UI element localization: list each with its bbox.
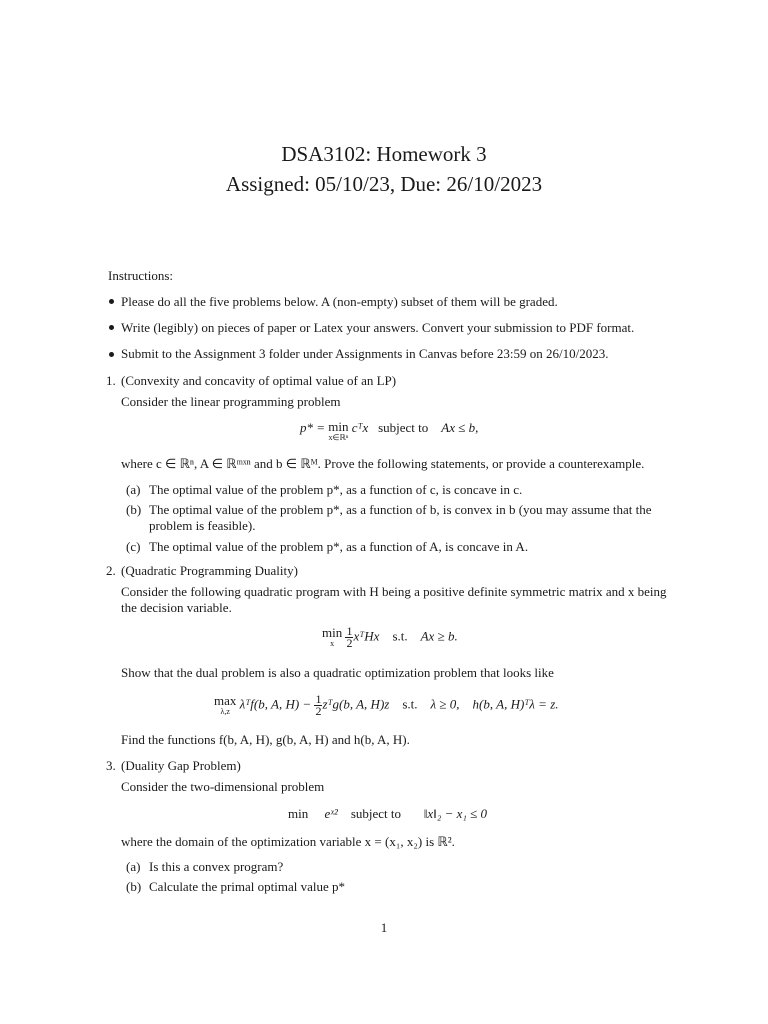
- qp-equation: [322, 626, 458, 649]
- eq-st: s.t.: [392, 628, 408, 644]
- bullet-dot: [109, 352, 114, 357]
- part-label: (c): [126, 539, 141, 554]
- eq-min: min: [322, 625, 343, 640]
- title-line-1: DSA3102: Homework 3: [281, 142, 487, 166]
- eq-term-a: λᵀf(b, A, H) −: [239, 696, 312, 712]
- eq-lhs: p* =: [300, 420, 329, 435]
- frac-num: 1: [346, 624, 353, 638]
- eq-objective: eˣ²: [324, 806, 338, 821]
- eq-objective: xᵀHx: [353, 628, 380, 644]
- bullet-dot: [109, 299, 114, 304]
- eq-constraint-2: h(b, A, H)ᵀλ = z.: [472, 696, 559, 712]
- eq-min-sub: x: [330, 639, 335, 648]
- gap-equation: [288, 806, 487, 822]
- problem-heading: (Quadratic Programming Duality): [121, 563, 298, 578]
- part-text: Is this a convex program?: [149, 859, 284, 874]
- part-text: The optimal value of the problem p*, as a function of c, is concave in c.: [149, 482, 523, 497]
- frac-num: 1: [315, 692, 322, 706]
- document-title: [0, 139, 768, 199]
- problem-intro: Consider the linear programming problem: [121, 394, 341, 409]
- eq-min-sub: x∈ℝⁿ: [328, 433, 349, 442]
- eq-min: min: [288, 806, 309, 821]
- eq-subject-to: subject to: [378, 420, 429, 435]
- eq-objective: cᵀx: [351, 420, 369, 435]
- problem-text: Show that the dual problem is also a quadratic optimization problem that looks like: [121, 665, 554, 680]
- eq-min: min: [328, 419, 349, 434]
- problem-text: where c ∈ ℝⁿ, A ∈ ℝᵐˣⁿ and b ∈ ℝᴹ. Prove the following statements, or provide a counterexample.: [121, 456, 645, 471]
- problem-number: 1.: [106, 373, 116, 388]
- problem-text: where the domain of the optimization variable x = (x₁, x₂) is ℝ².: [121, 834, 455, 849]
- eq-constraint-1: λ ≥ 0,: [430, 696, 460, 712]
- instruction-item: Please do all the five problems below. A (non-empty) subset of them will be graded.: [121, 294, 558, 309]
- eq-max: max: [214, 693, 237, 708]
- instruction-item: Write (legibly) on pieces of paper or Latex your answers. Convert your submission to PDF format.: [121, 320, 635, 335]
- part-label: (a): [126, 859, 141, 874]
- lp-equation: [300, 420, 478, 442]
- eq-constraint: Ax ≥ b.: [420, 628, 458, 644]
- problem-intro: Consider the following quadratic program with H being a positive definite symmetric matrix and x being the decision variable.: [121, 584, 667, 615]
- part-text: Calculate the primal optimal value p*: [149, 879, 346, 894]
- eq-term-b: zᵀg(b, A, H)z: [322, 696, 390, 712]
- page-number: 1: [380, 920, 388, 935]
- part-label: (b): [126, 502, 142, 517]
- part-text: The optimal value of the problem p*, as a function of A, is concave in A.: [149, 539, 529, 554]
- eq-subject-to: subject to: [350, 806, 402, 821]
- frac-den: 2: [315, 704, 322, 718]
- instructions-label: Instructions:: [108, 268, 173, 283]
- problem-heading: (Convexity and concavity of optimal value of an LP): [121, 373, 397, 388]
- eq-max-sub: λ,z: [220, 707, 230, 716]
- bullet-dot: [109, 325, 114, 330]
- part-label: (b): [126, 879, 142, 894]
- eq-st: s.t.: [402, 696, 418, 712]
- problem-number: 2.: [106, 563, 116, 578]
- title-line-2: Assigned: 05/10/23, Due: 26/10/2023: [225, 172, 543, 196]
- problem-heading: (Duality Gap Problem): [121, 758, 241, 773]
- problem-number: 3.: [106, 758, 116, 773]
- problem-text: Find the functions f(b, A, H), g(b, A, H) and h(b, A, H).: [121, 732, 410, 747]
- frac-den: 2: [346, 636, 353, 650]
- eq-constraint: Ax ≤ b,: [441, 420, 479, 435]
- eq-constraint: ‖x‖₂ − x₁ ≤ 0: [423, 806, 488, 821]
- problem-intro: Consider the two-dimensional problem: [121, 779, 325, 794]
- dual-equation: [214, 694, 559, 717]
- part-text: The optimal value of the problem p*, as a function of b, is convex in b (you may assume that the problem is feasible).: [149, 502, 652, 533]
- part-label: (a): [126, 482, 141, 497]
- instruction-item: Submit to the Assignment 3 folder under Assignments in Canvas before 23:59 on 26/10/2023.: [121, 346, 609, 361]
